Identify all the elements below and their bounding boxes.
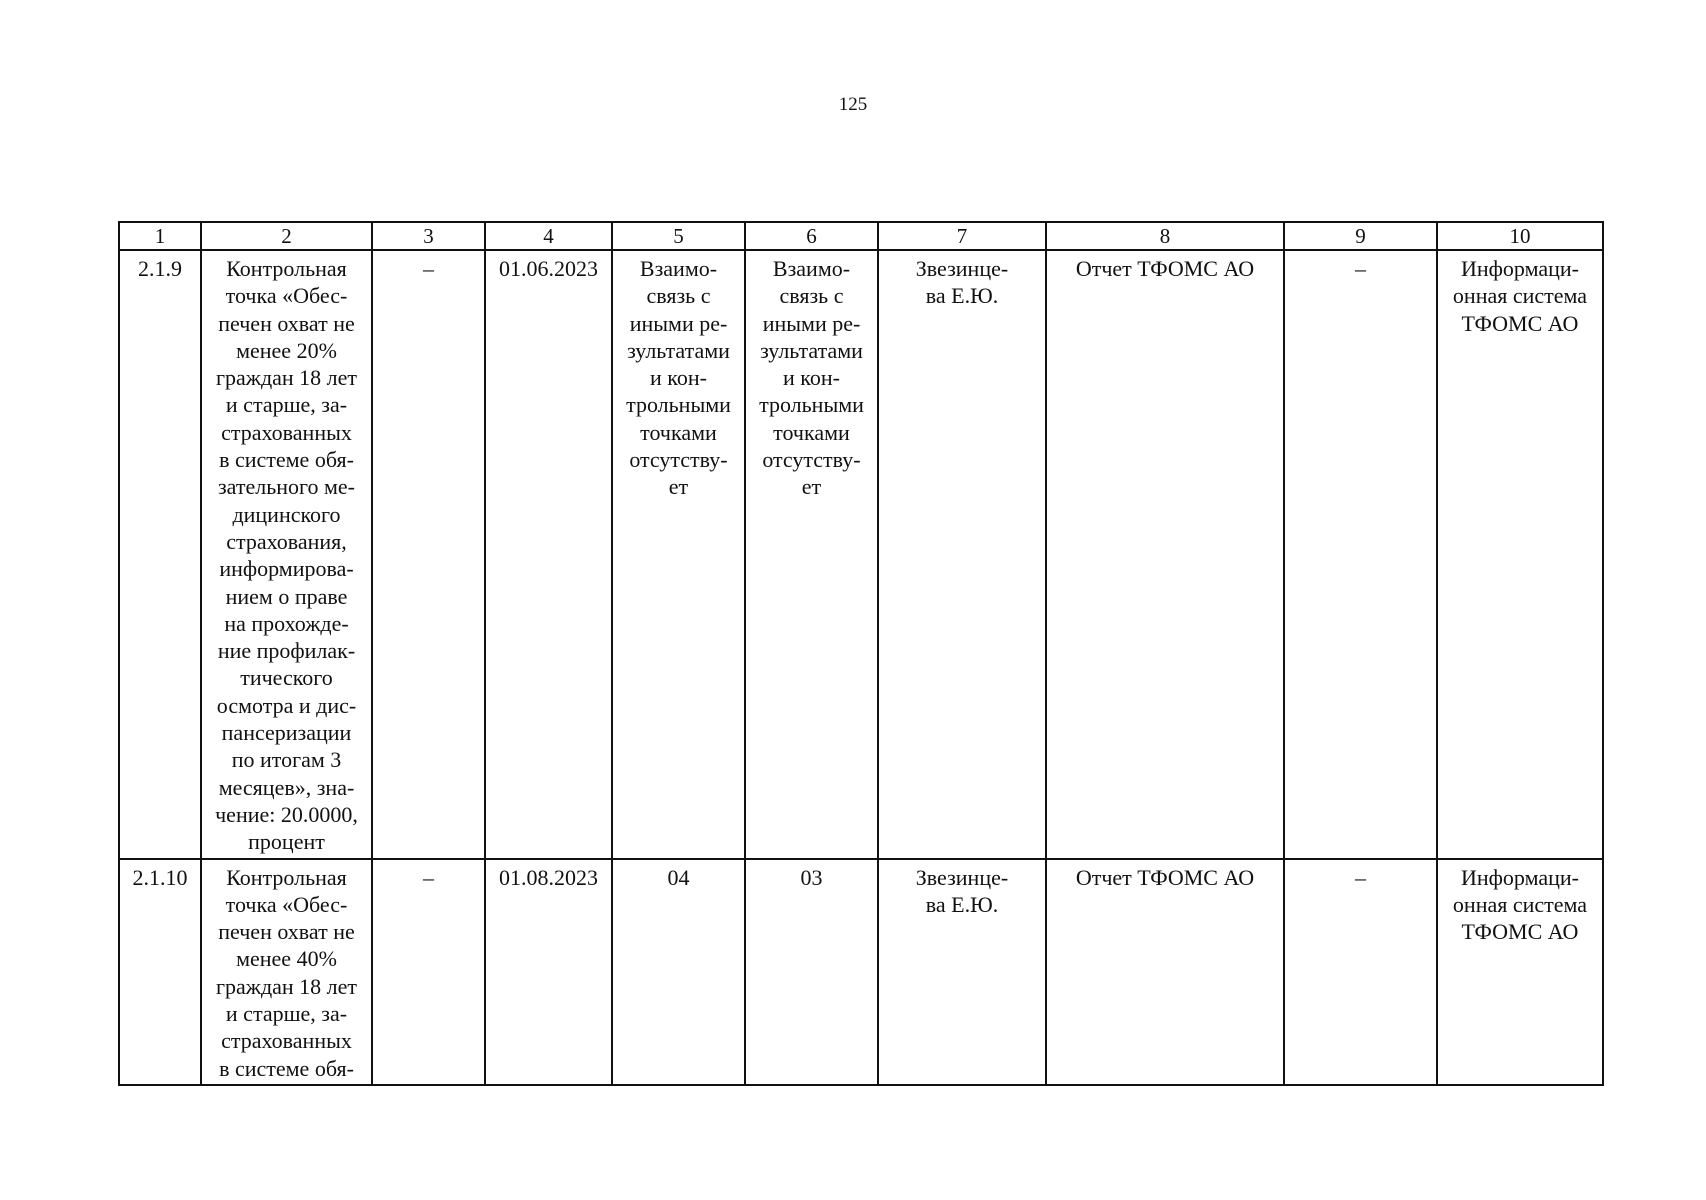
cell-system (1437, 250, 1603, 859)
cell-document (1046, 859, 1284, 1085)
control-point-description (201, 250, 372, 859)
cell-col6 (745, 859, 878, 1085)
header-row (119, 222, 1603, 250)
col3-text: – (423, 864, 434, 890)
column-header: 9 (1284, 222, 1437, 250)
cell-date (485, 250, 612, 859)
cell-responsible (878, 859, 1046, 1085)
col6-text: 03 (800, 864, 823, 890)
col9-text: – (1355, 864, 1366, 890)
row-number (119, 250, 201, 859)
responsible-text: Звезинце- ва Е.Ю. (915, 864, 1009, 917)
document-text: Отчет ТФОМС АО (1075, 864, 1255, 890)
row-number (119, 859, 201, 1085)
cell-col9 (1284, 859, 1437, 1085)
column-header: 5 (612, 222, 745, 250)
page-number: 125 (838, 94, 868, 115)
column-header: 10 (1437, 222, 1603, 250)
cell-document (1046, 250, 1284, 859)
cell-col6 (745, 250, 878, 859)
date-text: 01.08.2023 (499, 864, 598, 890)
column-header: 2 (201, 222, 372, 250)
description-text: Контрольная точка «Обес- печен охват не менее 20% граждан 18 лет и старше, за- страхованных в системе обя- зательного ме- дицинского страхования, информирова- нием о праве на прохожде- ние профилак- тического осмотра и дис- пансеризации по итогам 3 месяцев», зна- чение: 20.0000, процент (215, 256, 358, 855)
cell-system (1437, 859, 1603, 1085)
column-header: 3 (372, 222, 485, 250)
description-text: Контрольная точка «Обес- печен охват не менее 40% граждан 18 лет и старше, за- страхованных в системе обя- (215, 864, 358, 1081)
column-header: 4 (485, 222, 612, 250)
cell-col3 (372, 250, 485, 859)
col3-text: – (423, 256, 434, 281)
column-header: 8 (1046, 222, 1284, 250)
column-header: 6 (745, 222, 878, 250)
control-point-description (201, 859, 372, 1085)
cell-responsible (878, 250, 1046, 859)
cell-date (485, 859, 612, 1085)
control-points-table (118, 221, 1604, 1086)
col5-text: Взаимо- связь с иными ре- зультатами и кон- трольными точками отсутству- ет (626, 256, 731, 500)
col6-text: Взаимо- связь с иными ре- зультатами и кон- трольными точками отсутству- ет (759, 256, 864, 500)
system-text: Информаци- онная система ТФОМС АО (1452, 256, 1588, 336)
document-text: Отчет ТФОМС АО (1075, 256, 1255, 281)
column-header: 1 (119, 222, 201, 250)
row-number-text: 2.1.9 (138, 256, 182, 281)
responsible-text: Звезинце- ва Е.Ю. (915, 256, 1009, 309)
column-header: 7 (878, 222, 1046, 250)
cell-col5 (612, 859, 745, 1085)
col5-text: 04 (667, 864, 690, 890)
cell-col9 (1284, 250, 1437, 859)
row-number-text: 2.1.10 (132, 864, 188, 890)
date-text: 01.06.2023 (499, 256, 598, 281)
table-row (119, 859, 1603, 1085)
system-text: Информаци- онная система ТФОМС АО (1452, 864, 1588, 945)
cell-col5 (612, 250, 745, 859)
col9-text: – (1355, 256, 1366, 281)
cell-col3 (372, 859, 485, 1085)
table-row (119, 250, 1603, 859)
